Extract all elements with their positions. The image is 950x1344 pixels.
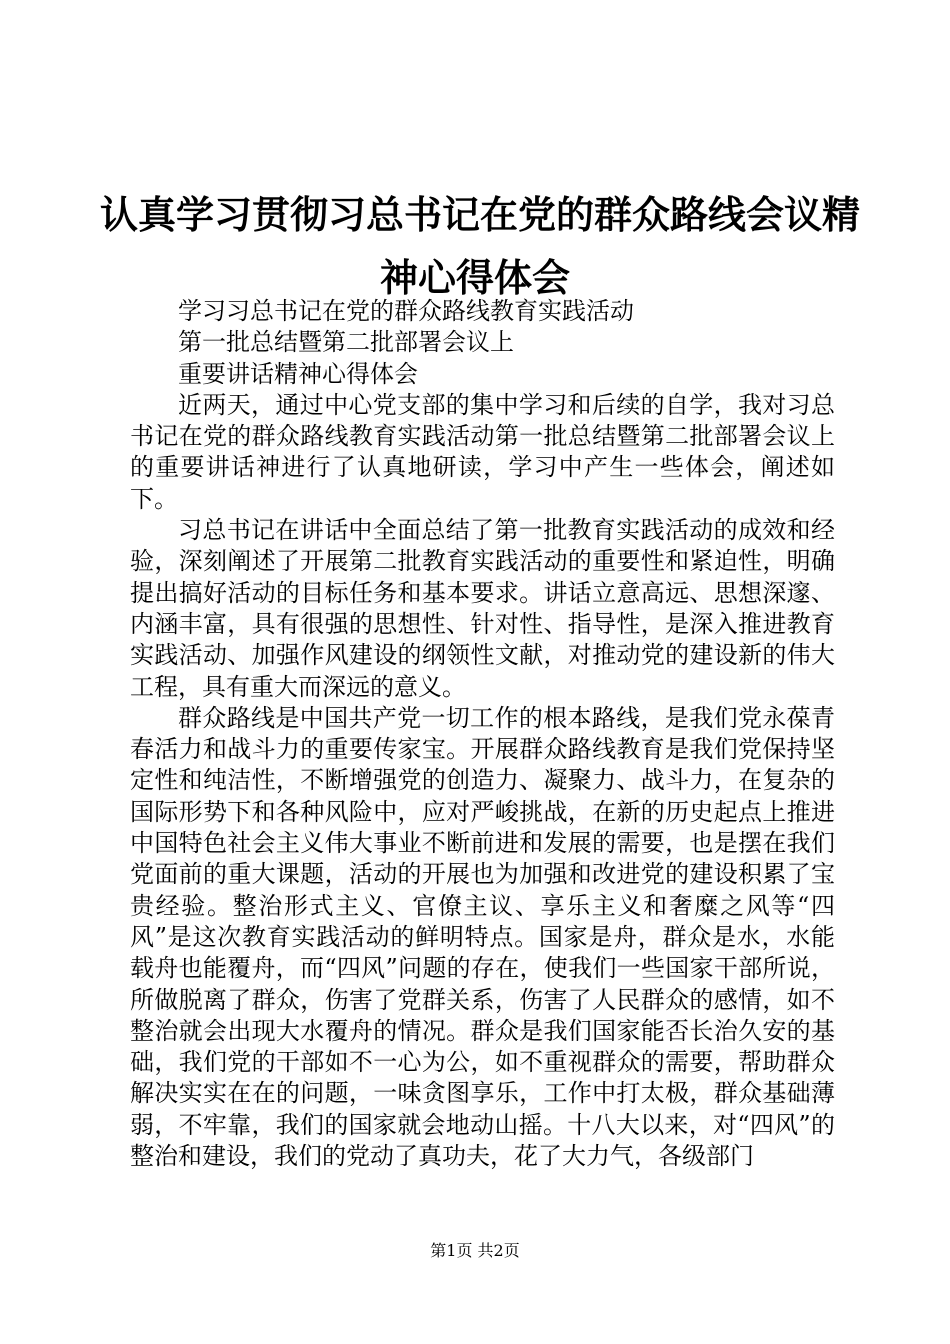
subtitle-line-1: 学习习总书记在党的群众路线教育实践活动 xyxy=(178,297,634,325)
document-body xyxy=(130,296,835,1172)
paragraph-3: 群众路线是中国共产党一切工作的根本路线，是我们党永葆青春活力和战斗力的重要传家宝。开展群众路线教育是我们党保持坚定性和纯洁性，不断增强党的创造力、凝聚力、战斗力，在复杂的国际形势下和各种风险中，应对严峻挑战，在新的历史起点上推进中国特色社会主义伟大事业不断前进和发展的需要，也是摆在我们党面前的重大课题，活动的开展也为加强和改进党的建设积累了宝贵经验。整治形式主义、官僚主议、享乐主义和奢糜之风等“四风”是这次教育实践活动的鲜明特点。国家是舟，群众是水，水能载舟也能覆舟，而“四风”问题的存在，使我们一些国家干部所说，所做脱离了群众，伤害了党群关系，伤害了人民群众的感情，如不整治就会出现大水覆舟的情况。群众是我们国家能否长治久安的基础，我们党的干部如不一心为公，如不重视群众的需要，帮助群众解决实实在在的问题，一味贪图享乐，工作中打太极，群众基础薄弱，不牢靠，我们的国家就会地动山摇。十八大以来，对“四风”的整治和建设，我们的党动了真功夫，花了大力气，各级部门 xyxy=(130,703,835,1171)
page-footer: 第1页 共2页 xyxy=(430,1241,520,1260)
paragraph-2: 习总书记在讲话中全面总结了第一批教育实践活动的成效和经验，深刻阐述了开展第二批教育实践活动的重要性和紧迫性，明确提出搞好活动的目标任务和基本要求。讲话立意高远、思想深邃、内涵丰富，具有很强的思想性、针对性、指导性，是深入推进教育实践活动、加强作风建设的纲领性文献，对推动党的建设新的伟大工程，具有重大而深远的意义。 xyxy=(130,516,835,701)
paragraph-1: 近两天，通过中心党支部的集中学习和后续的自学，我对习总书记在党的群众路线教育实践活动第一批总结暨第二批部署会议上的重要讲话神进行了认真地研读，学习中产生一些体会，阐述如下。 xyxy=(130,390,835,513)
subtitle-line-3: 重要讲话精神心得体会 xyxy=(178,359,418,388)
document-title xyxy=(100,183,861,309)
title-line-2: 神心得体会 xyxy=(379,255,570,300)
subtitle-line-2: 第一批总结暨第二批部署会议上 xyxy=(178,328,514,357)
title-line-1: 认真学习贯彻习总书记在党的群众路线会议精 xyxy=(100,192,861,237)
